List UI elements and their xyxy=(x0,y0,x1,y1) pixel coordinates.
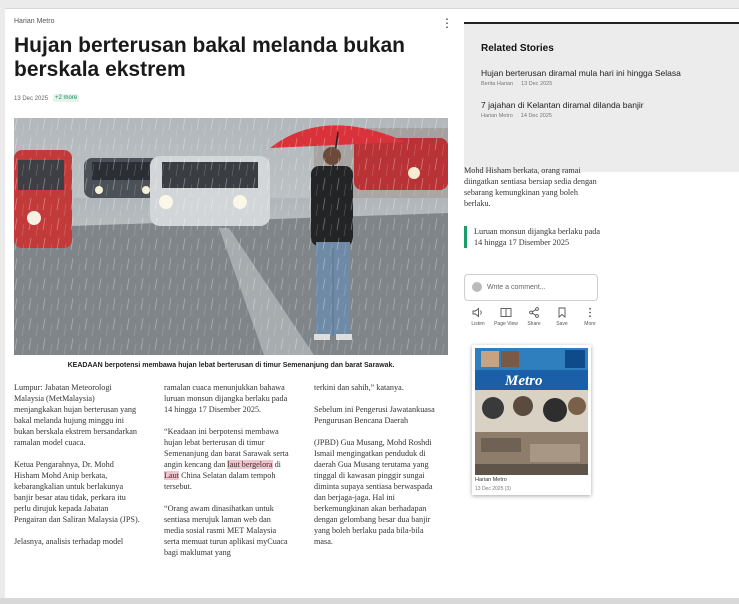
comment-input[interactable] xyxy=(487,281,591,293)
page-view-label: Page View xyxy=(494,321,518,327)
paragraph: Lumpur: Jabatan Meteorologi Malaysia (MetMalaysia) menjangkakan hujan berterusan yang bakal melanda hujung minggu ini bukan berskala ekstrem bersandarkan ramalan model cuaca. xyxy=(14,383,137,447)
related-story-1[interactable] xyxy=(481,68,731,87)
epaper-cover[interactable] xyxy=(475,348,588,475)
article-column-3 xyxy=(314,382,440,558)
speaker-icon xyxy=(472,307,484,318)
more-button[interactable] xyxy=(576,307,604,327)
save-button[interactable] xyxy=(548,307,576,327)
book-icon xyxy=(500,307,512,318)
paragraph: terkini dan sahih,” katanya. xyxy=(314,383,404,392)
share-icon xyxy=(528,307,540,318)
page-view-button[interactable] xyxy=(492,307,520,327)
epaper-title: Harian Metro xyxy=(475,477,507,483)
related-story-source: Harian Metro xyxy=(481,113,513,119)
more-options-icon[interactable]: ⋮ xyxy=(441,16,453,30)
more-sources-badge[interactable]: +2 more xyxy=(55,95,78,101)
vertical-dots-icon xyxy=(584,307,596,318)
paragraph: Sebelum ini Pengerusi Jawatankuasa Pengurusan Bencana Daerah xyxy=(314,405,435,425)
text-run: di xyxy=(272,460,281,469)
horizontal-scrollbar[interactable] xyxy=(0,598,739,604)
article-page xyxy=(5,8,739,599)
listen-label: Listen xyxy=(471,321,485,327)
article-column-1 xyxy=(14,382,140,558)
related-stories-panel xyxy=(464,22,739,172)
newspaper-cover-image xyxy=(475,348,588,475)
epaper-date: 13 Dec 2025 (3) xyxy=(475,486,511,492)
text-run: China Selatan dalam tempoh tersebut. xyxy=(164,471,276,491)
related-story-title[interactable]: Hujan berterusan diramal mula hari ini hingga Selasa xyxy=(481,68,681,78)
related-story-date: 13 Dec 2025 xyxy=(521,81,553,87)
aside-paragraph: Mohd Hisham berkata, orang ramai diingatkan sentiasa bersiap sedia dengan sebarang kemungkinan yang boleh berlaku. xyxy=(464,166,597,208)
pull-quote: Luruan monsun dijangka berlaku pada 14 hingga 17 Disember 2025 xyxy=(464,226,602,248)
related-stories-heading: Related Stories xyxy=(481,43,554,54)
paragraph: ramalan cuaca menunjukkan bahawa luruan monsun dijangka berlaku pada 14 hingga 17 Disember 2025. xyxy=(164,383,288,414)
related-story-2[interactable] xyxy=(481,100,731,119)
related-story-source: Berita Harian xyxy=(481,81,514,87)
epaper-masthead: Metro xyxy=(505,373,543,389)
share-button[interactable] xyxy=(520,307,548,327)
hero-image xyxy=(14,118,448,355)
article-actions xyxy=(464,307,604,333)
paragraph: Ketua Pengarahnya, Dr. Mohd Hisham Mohd Anip berkata, kebarangkalian untuk berlakunya banjir besar atau tidak, perkara itu perlu dirujuk kepada Jabatan Pengairan dan Saliran Malaysia (JPS). xyxy=(14,460,140,524)
related-story-meta xyxy=(481,81,731,87)
related-story-meta xyxy=(481,113,731,119)
article-title: Hujan berterusan bakal melanda bukan berskala ekstrem xyxy=(14,34,405,81)
article-column-2 xyxy=(164,382,290,569)
highlighted-phrase[interactable]: Laut xyxy=(164,471,180,480)
share-label: Share xyxy=(527,321,541,327)
rain-street-photo xyxy=(14,118,448,355)
bookmark-icon xyxy=(556,307,568,318)
image-caption: KEADAAN berpotensi membawa hujan lebat berterusan di timur Semenanjung dan barat Sarawak. xyxy=(67,362,395,369)
related-story-title[interactable]: 7 jajahan di Kelantan diramal dilanda banjir xyxy=(481,100,644,110)
article-source[interactable]: Harian Metro xyxy=(14,18,55,25)
paragraph: Jelasnya, analisis terhadap model xyxy=(14,537,124,546)
save-label: Save xyxy=(556,321,568,327)
epaper-card[interactable] xyxy=(472,345,591,495)
text-run: “Keadaan ini berpotensi membawa hujan lebat berterusan di timur Semenanjung dan barat Sarawak serta angin kencang dan xyxy=(164,427,289,469)
highlighted-phrase[interactable]: laut bergelora xyxy=(227,460,273,469)
listen-button[interactable] xyxy=(464,307,492,327)
article-date: 13 Dec 2025 xyxy=(14,96,49,102)
more-label: More xyxy=(584,321,596,327)
user-avatar-icon xyxy=(472,282,482,292)
paragraph: “Orang awam dinasihatkan untuk sentiasa merujuk laman web dan media sosial rasmi MET Malaysia serta memuat turun aplikasi myCuaca bagi maklumat yang xyxy=(164,504,288,557)
comment-box[interactable] xyxy=(464,274,598,301)
related-story-date: 14 Dec 2025 xyxy=(520,113,552,119)
paragraph: (JPBD) Gua Musang, Mohd Roshdi Ismail mengingatkan penduduk di daerah Gua Musang terutama yang tinggal di kawasan pinggir sungai diminta supaya sentiasa berwaspada dan berjaga-jaga. Hal ini berkemungkinan akan berhadapan dengan gelombang besar dua banjir yang boleh berlaku pada bila-bila masa. xyxy=(314,438,433,546)
paragraph xyxy=(164,426,290,492)
